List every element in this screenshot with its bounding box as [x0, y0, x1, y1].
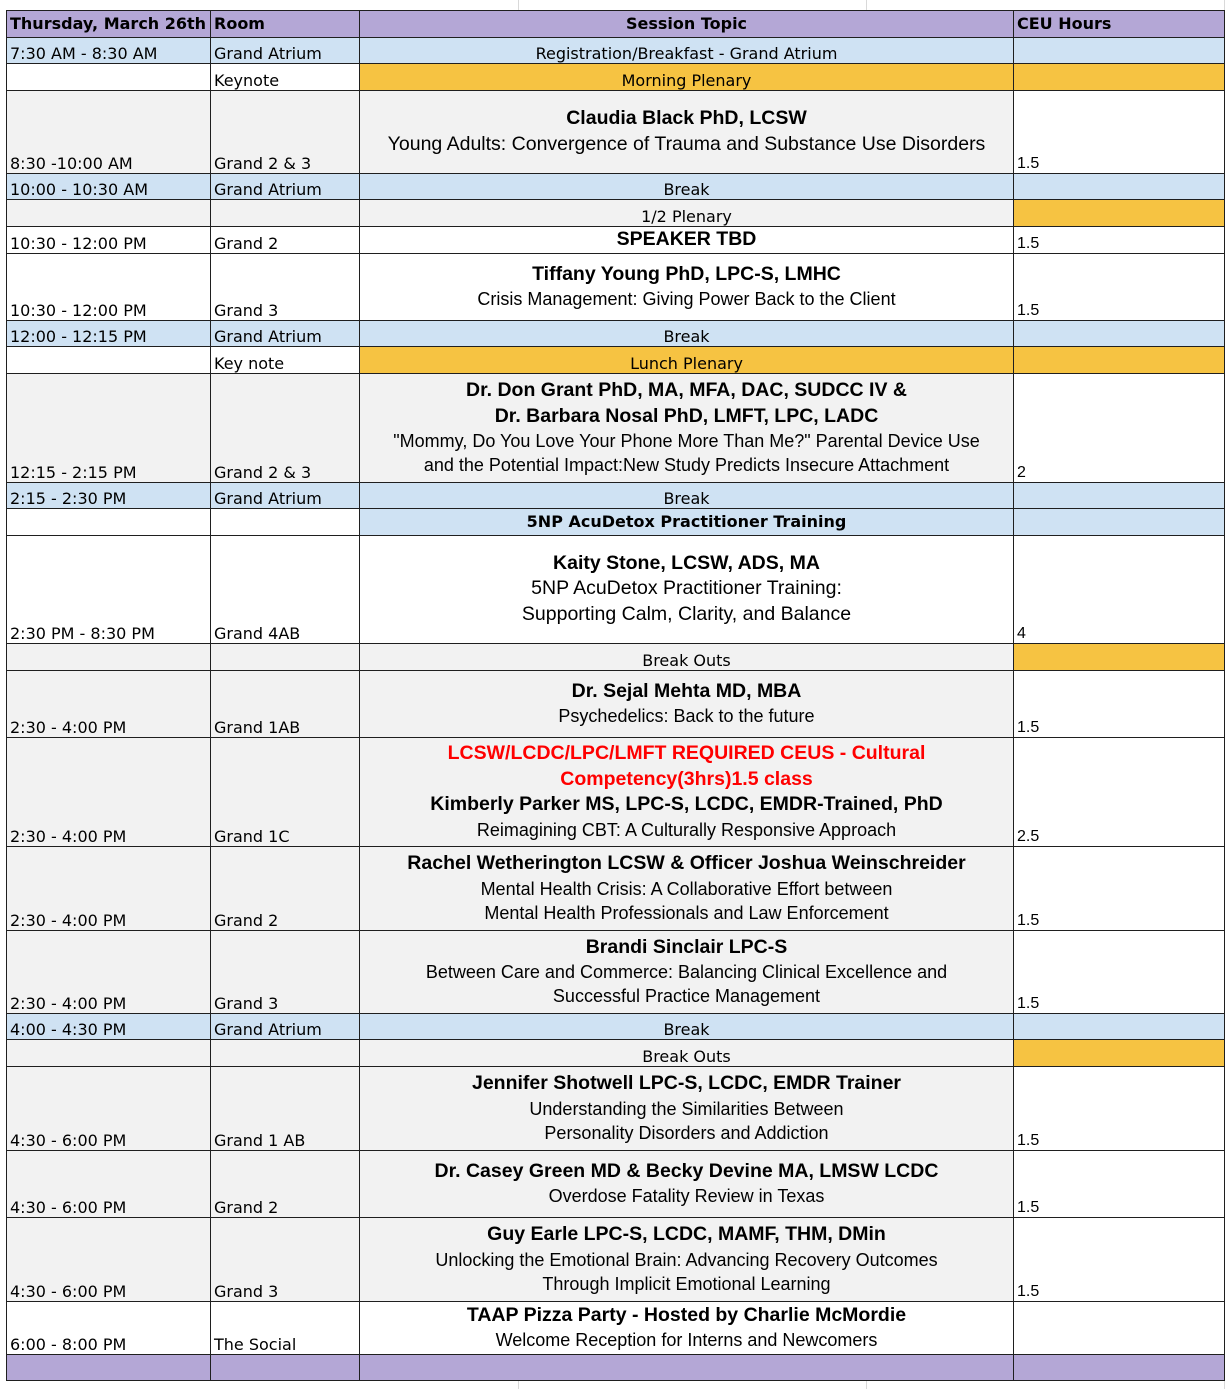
time-cell: 2:30 PM - 8:30 PM	[7, 535, 211, 643]
room-cell: Grand Atrium	[211, 320, 360, 346]
speaker-name: Dr. Casey Green MD & Becky Devine MA, LMSW LCDC	[434, 1159, 939, 1182]
ceu-cell: 1.5	[1014, 1066, 1225, 1150]
session-title: Successful Practice Management	[552, 986, 821, 1007]
ceu-cell: 1.5	[1014, 670, 1225, 737]
table-row	[7, 508, 1225, 535]
time-cell	[7, 63, 211, 90]
ceu-cell: 1.5	[1014, 846, 1225, 930]
ceu-cell: 1.5	[1014, 90, 1225, 173]
ceu-cell: 1.5	[1014, 226, 1225, 253]
schedule-table	[6, 10, 1225, 1381]
room-cell: Grand 1C	[211, 737, 360, 846]
topic-cell: Break	[360, 1013, 1014, 1039]
room-cell: Grand 2	[211, 1150, 360, 1217]
time-cell: 4:30 - 6:00 PM	[7, 1150, 211, 1217]
ceu-cell	[1014, 199, 1225, 226]
room-cell: Grand 3	[211, 1217, 360, 1301]
session-title: Reimagining CBT: A Culturally Responsive Approach	[476, 819, 897, 840]
ceu-requirement-alert: Competency(3hrs)1.5 class	[560, 767, 813, 790]
session-title: Between Care and Commerce: Balancing Clinical Excellence and	[425, 962, 948, 983]
table-row	[7, 1150, 1225, 1217]
session-title: Young Adults: Convergence of Trauma and Substance Use Disorders	[387, 132, 986, 155]
time-cell: 8:30 -10:00 AM	[7, 90, 211, 173]
ceu-cell: 1.5	[1014, 1217, 1225, 1301]
topic-cell: Break	[360, 173, 1014, 199]
topic-cell	[360, 1301, 1014, 1354]
table-row	[7, 643, 1225, 670]
ceu-cell	[1014, 1039, 1225, 1066]
room-cell: Grand 2 & 3	[211, 373, 360, 482]
footer-row	[7, 1354, 1225, 1380]
room-cell: Keynote	[211, 63, 360, 90]
topic-cell	[360, 373, 1014, 482]
ceu-cell	[1014, 320, 1225, 346]
table-row	[7, 320, 1225, 346]
room-cell	[211, 508, 360, 535]
time-cell: 12:15 - 2:15 PM	[7, 373, 211, 482]
topic-cell	[360, 670, 1014, 737]
table-row	[7, 1013, 1225, 1039]
topic-cell: Lunch Plenary	[360, 346, 1014, 373]
session-title: Crisis Management: Giving Power Back to the Client	[477, 289, 896, 310]
ceu-cell	[1014, 346, 1225, 373]
room-cell: Grand 3	[211, 253, 360, 320]
ceu-cell	[1014, 1301, 1225, 1354]
table-row	[7, 670, 1225, 737]
footer-cell	[211, 1354, 360, 1380]
room-cell: Grand Atrium	[211, 173, 360, 199]
time-cell: 4:30 - 6:00 PM	[7, 1217, 211, 1301]
room-cell: The Social	[211, 1301, 360, 1354]
table-row	[7, 37, 1225, 63]
room-cell	[211, 643, 360, 670]
ceu-cell: 1.5	[1014, 1150, 1225, 1217]
ceu-requirement-alert: LCSW/LCDC/LPC/LMFT REQUIRED CEUS - Cultural	[447, 742, 926, 765]
footer-cell	[360, 1354, 1014, 1380]
speaker-name: Dr. Don Grant PhD, MA, MFA, DAC, SUDCC IV &	[466, 379, 907, 401]
time-cell: 2:30 - 4:00 PM	[7, 930, 211, 1013]
table-row	[7, 173, 1225, 199]
table-row	[7, 63, 1225, 90]
time-cell: 4:00 - 4:30 PM	[7, 1013, 211, 1039]
footer-cell	[7, 1354, 211, 1380]
table-row	[7, 1217, 1225, 1301]
speaker-name: Guy Earle LPC-S, LCDC, MAMF, THM, DMin	[487, 1223, 886, 1246]
time-cell: 2:15 - 2:30 PM	[7, 482, 211, 508]
ceu-cell	[1014, 1013, 1225, 1039]
topic-cell: 5NP AcuDetox Practitioner Training	[360, 508, 1014, 535]
time-cell	[7, 508, 211, 535]
room-cell: Grand 2	[211, 226, 360, 253]
topic-cell	[360, 90, 1014, 173]
topic-cell: 1/2 Plenary	[360, 199, 1014, 226]
speaker-name: Claudia Black PhD, LCSW	[566, 107, 807, 129]
ceu-cell: 1.5	[1014, 253, 1225, 320]
session-title: Mental Health Professionals and Law Enforcement	[484, 902, 889, 923]
time-cell: 4:30 - 6:00 PM	[7, 1066, 211, 1150]
speaker-name: Dr. Sejal Mehta MD, MBA	[571, 679, 802, 702]
table-row	[7, 1301, 1225, 1354]
ceu-cell: 2	[1014, 373, 1225, 482]
table-row	[7, 930, 1225, 1013]
topic-cell	[360, 226, 1014, 253]
room-cell: Grand 4AB	[211, 535, 360, 643]
room-cell: Grand 2	[211, 846, 360, 930]
topic-cell	[360, 1150, 1014, 1217]
speaker-name: Kimberly Parker MS, LPC-S, LCDC, EMDR-Trained, PhD	[430, 793, 943, 816]
ceu-cell	[1014, 63, 1225, 90]
session-title: Mental Health Crisis: A Collaborative Effort between	[480, 878, 893, 899]
time-cell: 12:00 - 12:15 PM	[7, 320, 211, 346]
topic-cell: Break Outs	[360, 643, 1014, 670]
ceu-cell	[1014, 508, 1225, 535]
table-row	[7, 90, 1225, 173]
time-cell	[7, 199, 211, 226]
room-cell: Grand 1AB	[211, 670, 360, 737]
topic-cell	[360, 253, 1014, 320]
header-day: Thursday, March 26th	[7, 11, 211, 38]
header-topic: Session Topic	[360, 11, 1014, 38]
table-row	[7, 226, 1225, 253]
time-cell	[7, 1039, 211, 1066]
footer-cell	[1014, 1354, 1225, 1380]
session-title: and the Potential Impact:New Study Predicts Insecure Attachment	[423, 455, 950, 475]
speaker-name: SPEAKER TBD	[616, 227, 757, 250]
session-title: 5NP AcuDetox Practitioner Training:	[531, 577, 842, 600]
time-cell: 7:30 AM - 8:30 AM	[7, 37, 211, 63]
time-cell: 10:30 - 12:00 PM	[7, 253, 211, 320]
table-row	[7, 253, 1225, 320]
room-cell: Grand Atrium	[211, 37, 360, 63]
room-cell	[211, 1039, 360, 1066]
table-row	[7, 1039, 1225, 1066]
topic-cell	[360, 535, 1014, 643]
speaker-name: Jennifer Shotwell LPC-S, LCDC, EMDR Trainer	[471, 1072, 902, 1095]
session-title: Supporting Calm, Clarity, and Balance	[521, 602, 852, 625]
header-ceu: CEU Hours	[1014, 11, 1225, 38]
topic-cell: Morning Plenary	[360, 63, 1014, 90]
header-room: Room	[211, 11, 360, 38]
table-row	[7, 482, 1225, 508]
topic-cell	[360, 737, 1014, 846]
session-title: Through Implicit Emotional Learning	[542, 1273, 831, 1294]
room-cell	[211, 199, 360, 226]
topic-cell: Break Outs	[360, 1039, 1014, 1066]
speaker-name: Dr. Barbara Nosal PhD, LMFT, LPC, LADC	[494, 404, 879, 427]
time-cell: 10:30 - 12:00 PM	[7, 226, 211, 253]
speaker-name: Tiffany Young PhD, LPC-S, LMHC	[532, 262, 841, 285]
room-cell: Grand 2 & 3	[211, 90, 360, 173]
room-cell: Grand 1 AB	[211, 1066, 360, 1150]
table-row	[7, 346, 1225, 373]
topic-cell: Break	[360, 482, 1014, 508]
topic-cell	[360, 1217, 1014, 1301]
ceu-cell: 4	[1014, 535, 1225, 643]
session-title: Understanding the Similarities Between	[529, 1098, 844, 1119]
session-title: Welcome Reception for Interns and Newcomers	[495, 1330, 878, 1351]
time-cell: 2:30 - 4:00 PM	[7, 670, 211, 737]
session-title: Unlocking the Emotional Brain: Advancing Recovery Outcomes	[435, 1249, 938, 1270]
speaker-name: TAAP Pizza Party - Hosted by Charlie McMordie	[466, 1303, 907, 1326]
room-cell: Grand 3	[211, 930, 360, 1013]
topic-cell	[360, 846, 1014, 930]
time-cell: 6:00 - 8:00 PM	[7, 1301, 211, 1354]
topic-cell: Registration/Breakfast - Grand Atrium	[360, 37, 1014, 63]
header-row	[7, 11, 1225, 38]
session-title: Psychedelics: Back to the future	[558, 706, 815, 727]
table-row	[7, 737, 1225, 846]
ceu-cell	[1014, 643, 1225, 670]
ceu-cell	[1014, 173, 1225, 199]
time-cell	[7, 643, 211, 670]
topic-cell	[360, 1066, 1014, 1150]
room-cell: Grand Atrium	[211, 482, 360, 508]
ceu-cell: 2.5	[1014, 737, 1225, 846]
time-cell: 10:00 - 10:30 AM	[7, 173, 211, 199]
speaker-name: Brandi Sinclair LPC-S	[585, 935, 788, 958]
table-row	[7, 535, 1225, 643]
ceu-cell: 1.5	[1014, 930, 1225, 1013]
session-title: Overdose Fatality Review in Texas	[548, 1186, 825, 1207]
session-title: Personality Disorders and Addiction	[544, 1122, 829, 1143]
time-cell: 2:30 - 4:00 PM	[7, 737, 211, 846]
speaker-name: Rachel Wetherington LCSW & Officer Joshua Weinschreider	[407, 852, 966, 875]
table-row	[7, 846, 1225, 930]
session-title: "Mommy, Do You Love Your Phone More Than Me?" Parental Device Use	[393, 431, 980, 451]
table-row	[7, 199, 1225, 226]
ceu-cell	[1014, 37, 1225, 63]
topic-cell: Break	[360, 320, 1014, 346]
table-row	[7, 1066, 1225, 1150]
topic-cell	[360, 930, 1014, 1013]
ceu-cell	[1014, 482, 1225, 508]
room-cell: Key note	[211, 346, 360, 373]
table-row	[7, 373, 1225, 482]
speaker-name: Kaity Stone, LCSW, ADS, MA	[553, 551, 820, 574]
time-cell	[7, 346, 211, 373]
room-cell: Grand Atrium	[211, 1013, 360, 1039]
time-cell: 2:30 - 4:00 PM	[7, 846, 211, 930]
